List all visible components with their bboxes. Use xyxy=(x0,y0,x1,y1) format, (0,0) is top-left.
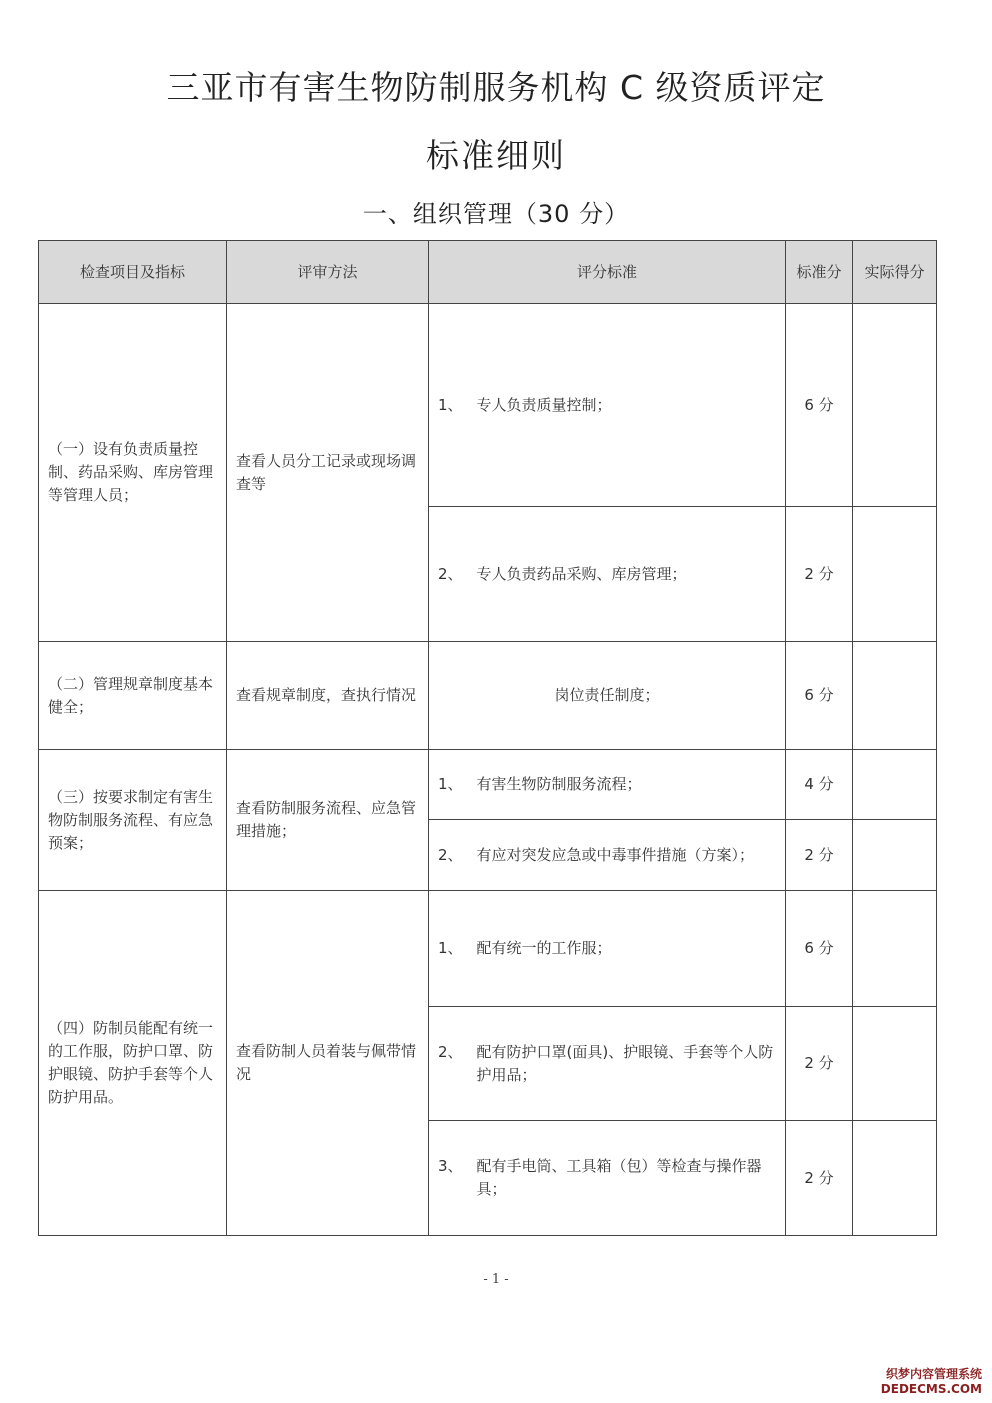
criteria-cell xyxy=(429,1007,786,1121)
column-header-method: 评审方法 xyxy=(227,241,429,304)
criteria-number: 2、 xyxy=(438,564,463,583)
criteria-text: 有害生物防制服务流程； xyxy=(476,775,642,793)
review-method-cell: 查看防制服务流程、应急管理措施； xyxy=(227,750,429,891)
criteria-text: 配有手电筒、工具箱（包）等检查与操作器具； xyxy=(476,1157,762,1198)
column-header-actual-score: 实际得分 xyxy=(853,241,937,304)
actual-score-cell[interactable] xyxy=(853,1007,937,1121)
criteria-text: 专人负责质量控制； xyxy=(476,395,612,414)
table-row xyxy=(39,642,937,750)
column-header-item: 检查项目及指标 xyxy=(39,241,227,304)
criteria-number: 2、 xyxy=(438,845,463,864)
criteria-cell xyxy=(429,304,786,507)
criteria-cell xyxy=(429,507,786,642)
review-method-cell: 查看人员分工记录或现场调查等 xyxy=(227,304,429,642)
criteria-text: 配有统一的工作服； xyxy=(476,939,612,957)
document-subtitle: 标准细则 xyxy=(426,136,566,175)
criteria-text: 岗位责任制度； xyxy=(554,686,660,704)
criteria-cell xyxy=(429,1121,786,1236)
standard-score-cell: 6 分 xyxy=(786,304,853,507)
table-row xyxy=(39,304,937,507)
standard-score-cell: 4 分 xyxy=(786,750,853,820)
actual-score-cell[interactable] xyxy=(853,507,937,642)
section-heading: 一、组织管理（30 分） xyxy=(362,200,630,228)
review-method-cell: 查看防制人员着装与佩带情况 xyxy=(227,891,429,1236)
check-item-cell: （四）防制员能配有统一的工作服，防护口罩、防护眼镜、防护手套等个人防护用品。 xyxy=(39,891,227,1236)
criteria-text: 有应对突发应急或中毒事件措施（方案）； xyxy=(476,845,755,864)
criteria-number: 2、 xyxy=(438,1042,463,1061)
check-item-cell: （二）管理规章制度基本健全； xyxy=(39,642,227,750)
standard-score-cell: 6 分 xyxy=(786,891,853,1007)
criteria-text: 专人负责药品采购、库房管理； xyxy=(476,564,687,583)
table-row xyxy=(39,750,937,820)
criteria-number: 1、 xyxy=(438,775,463,793)
actual-score-cell[interactable] xyxy=(853,304,937,507)
page-number: - 1 - xyxy=(483,1272,509,1287)
review-method-cell: 查看规章制度，查执行情况 xyxy=(227,642,429,750)
actual-score-cell[interactable] xyxy=(853,891,937,1007)
actual-score-cell[interactable] xyxy=(853,642,937,750)
column-header-criteria: 评分标准 xyxy=(429,241,786,304)
criteria-text: 配有防护口罩(面具)、护眼镜、手套等个人防护用品； xyxy=(476,1042,774,1084)
standard-score-cell: 2 分 xyxy=(786,820,853,891)
criteria-cell xyxy=(429,642,786,750)
standard-score-cell: 2 分 xyxy=(786,1121,853,1236)
column-header-standard-score: 标准分 xyxy=(786,241,853,304)
check-item-cell: （三）按要求制定有害生物防制服务流程、有应急预案； xyxy=(39,750,227,891)
criteria-cell xyxy=(429,750,786,820)
assessment-table xyxy=(38,240,937,1236)
standard-score-cell: 2 分 xyxy=(786,1007,853,1121)
actual-score-cell[interactable] xyxy=(853,820,937,891)
table-row xyxy=(39,891,937,1007)
watermark-line1: 织梦内容管理系统 xyxy=(885,1367,982,1381)
document-title: 三亚市有害生物防制服务机构 C 级资质评定 xyxy=(166,68,826,107)
standard-score-cell: 6 分 xyxy=(786,642,853,750)
criteria-number: 3、 xyxy=(438,1157,463,1175)
criteria-number: 1、 xyxy=(438,395,463,414)
table-header-row xyxy=(39,241,937,304)
actual-score-cell[interactable] xyxy=(853,750,937,820)
actual-score-cell[interactable] xyxy=(853,1121,937,1236)
watermark-logo xyxy=(881,1367,982,1397)
check-item-cell: （一）设有负责质量控制、药品采购、库房管理等管理人员； xyxy=(39,304,227,642)
criteria-cell xyxy=(429,820,786,891)
watermark-line2: DEDECMS.COM xyxy=(880,1382,982,1396)
criteria-cell xyxy=(429,891,786,1007)
standard-score-cell: 2 分 xyxy=(786,507,853,642)
criteria-number: 1、 xyxy=(438,939,463,957)
